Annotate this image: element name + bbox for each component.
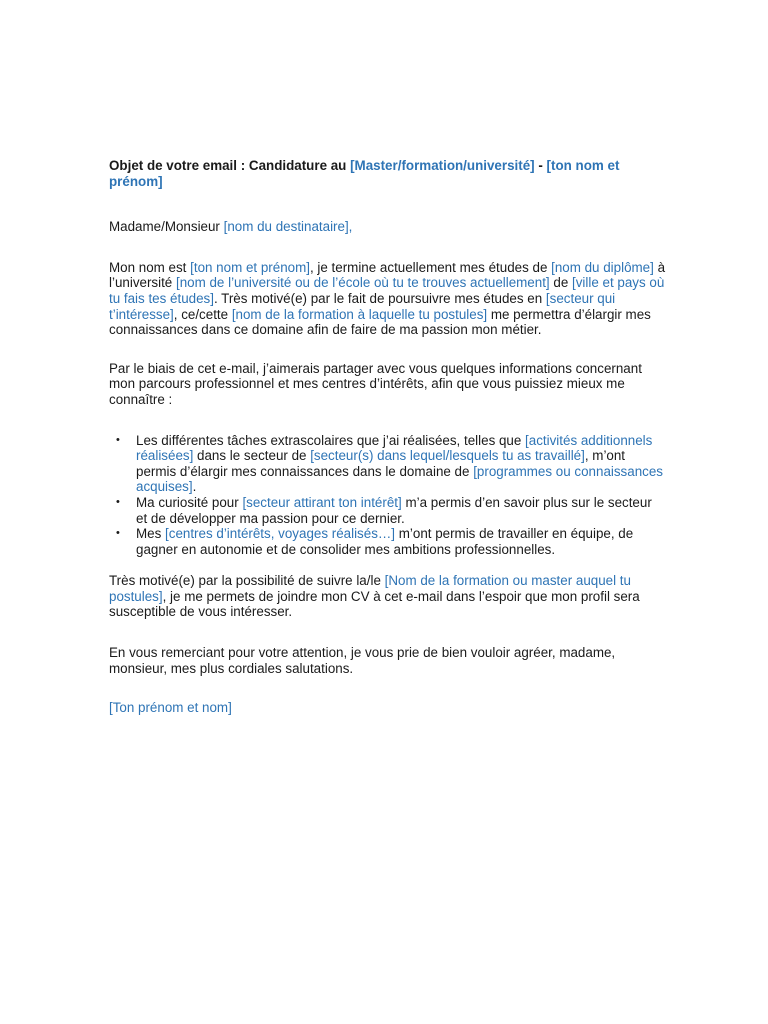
text-run: Les différentes tâches extrascolaires que j’ai réalisées, telles que xyxy=(136,432,526,448)
list-item xyxy=(116,526,665,557)
placeholder-name: [ton nom et prénom] xyxy=(190,259,310,275)
placeholder-sector: [secteur qui t’intéresse] xyxy=(109,290,616,322)
text-run: Mes xyxy=(136,526,166,542)
text-run: Ma curiosité pour xyxy=(136,494,243,510)
text-run: Mon nom est xyxy=(109,259,191,275)
text-run: , m’ont permis d’élargir mes connaissances dans le domaine de xyxy=(136,448,626,479)
bullet-glyph: • xyxy=(116,433,120,446)
text-run: dans le secteur de xyxy=(193,448,311,464)
letter-body xyxy=(109,158,665,716)
subject-placeholder-program: [Master/formation/université] xyxy=(350,158,535,173)
placeholder-activities: [activités additionnels réalisées] xyxy=(136,432,653,464)
signature xyxy=(109,700,665,716)
placeholder-interests: [centres d’intérêts, voyages réalisés…] xyxy=(165,526,396,542)
placeholder-university: [nom de l’université ou de l’école où tu te trouves actuellement] xyxy=(175,275,550,291)
text-run: m’a permis d’en savoir plus sur le secteur et de développer ma passion pour ce dernier. xyxy=(136,494,652,526)
placeholder-program: [Nom de la formation ou master auquel tu postules] xyxy=(109,573,631,604)
bullet-glyph: • xyxy=(116,495,120,508)
greeting-text: Madame/Monsieur xyxy=(109,219,224,235)
subject-separator: - xyxy=(534,158,547,173)
text-run: . Très motivé(e) par le fait de poursuivre mes études en xyxy=(213,290,546,306)
text-run: à l’université xyxy=(109,259,666,291)
text-run: m’ont permis de travailler en équipe, de gagner en autonomie et de consolider mes ambitions professionnelles. xyxy=(136,526,634,557)
placeholder-city-country: [ville et pays où tu fais tes études] xyxy=(109,275,665,306)
paragraph-motivation xyxy=(109,573,665,620)
bullet-list xyxy=(109,433,665,558)
greeting xyxy=(109,219,665,235)
text-run: , je termine actuellement mes études de xyxy=(309,259,552,275)
text-run: de xyxy=(549,275,572,291)
text-run: , ce/cette xyxy=(173,306,232,322)
subject-prefix: Objet de votre email : Candidature au xyxy=(109,158,351,173)
placeholder-sectors: [secteur(s) dans lequel/lesquels tu as travaillé] xyxy=(310,448,585,464)
placeholder-interest-sector: [secteur attirant ton intérêt] xyxy=(242,494,402,510)
text-run: . xyxy=(192,479,197,495)
bullet-glyph: • xyxy=(116,527,120,540)
text-run: , je me permets de joindre mon CV à cet e-mail dans l’espoir que mon profil sera susceptible de vous intéresser. xyxy=(109,588,640,620)
paragraph-closing: En vous remerciant pour votre attention, je vous prie de bien vouloir agréer, madame, monsieur, mes plus cordiales salutations. xyxy=(109,645,616,676)
text-run: me permettra d’élargir mes connaissances dans ce domaine afin de faire de ma passion mon métier. xyxy=(109,306,651,338)
placeholder-program: [nom de la formation à laquelle tu postules] xyxy=(231,306,488,322)
text-run: Très motivé(e) par la possibilité de suivre la/le xyxy=(109,573,385,589)
subject-placeholder-name: [ton nom et prénom] xyxy=(109,158,620,189)
paragraph-purpose: Par le biais de cet e-mail, j’aimerais partager avec vous quelques informations concernant mon parcours professionnel et mes centres d’intérêts, afin que vous puissiez mieux me connaître : xyxy=(109,360,642,407)
placeholder-degree: [nom du diplôme] xyxy=(551,259,654,275)
list-item xyxy=(116,432,665,495)
email-subject xyxy=(109,158,665,189)
placeholder-knowledge: [programmes ou connaissances acquises] xyxy=(136,463,663,495)
greeting-placeholder: [nom du destinataire], xyxy=(223,219,353,235)
list-item xyxy=(116,494,665,526)
placeholder-signature: [Ton prénom et nom] xyxy=(109,700,232,716)
paragraph-introduction xyxy=(109,260,665,338)
